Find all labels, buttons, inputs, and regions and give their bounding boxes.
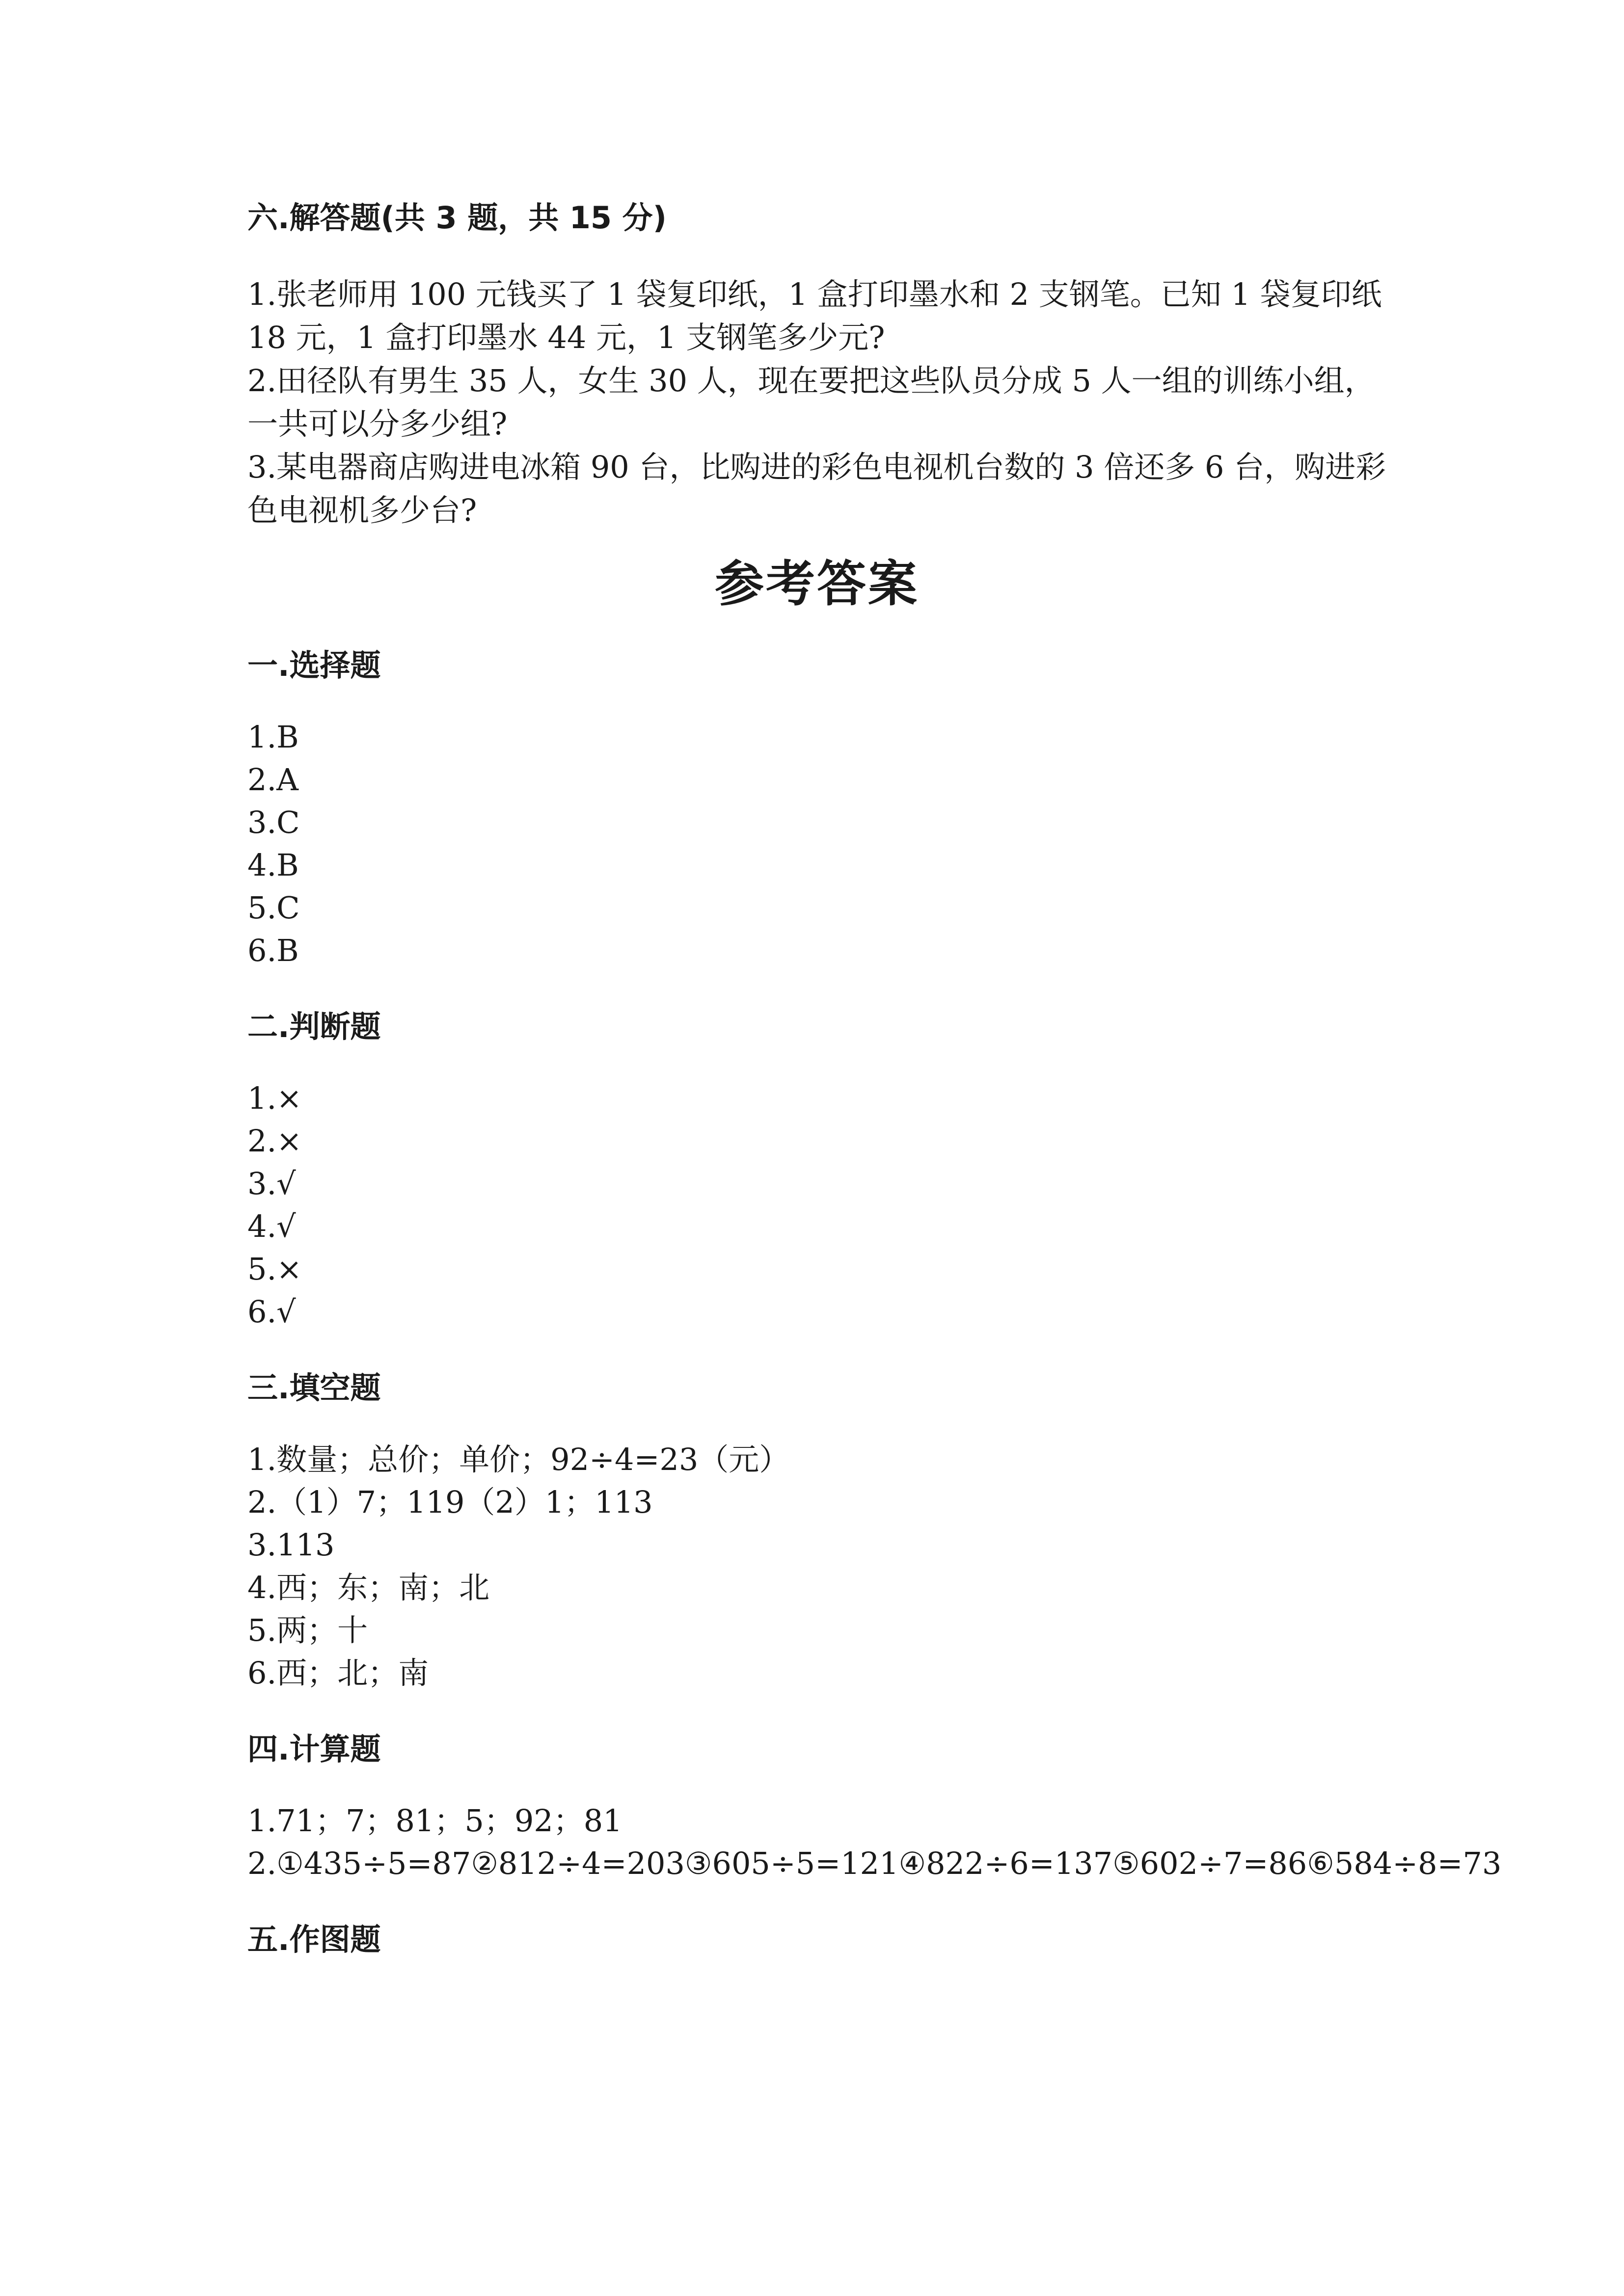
question-2: 2.田径队有男生 35 人，女生 30 人，现在要把这些队员分成 5 人一组的训练小组，一共可以分多少组? — [247, 363, 1375, 442]
judge-answer: 5.× — [247, 1251, 302, 1287]
judge-answers — [247, 1077, 1386, 1333]
question-1: 1.张老师用 100 元钱买了 1 袋复印纸，1 盒打印墨水和 2 支钢笔。已知 1 袋复印纸 18 元，1 盒打印墨水 44 元，1 支钢笔多少元? — [247, 276, 1382, 355]
choice-answer: 1.B — [247, 719, 299, 755]
draw-heading: 五.作图题 — [247, 1922, 381, 1957]
judge-answer: 2.× — [247, 1123, 302, 1159]
fill-heading: 三.填空题 — [247, 1370, 381, 1406]
choice-answer: 2.A — [247, 762, 298, 798]
fill-answer: 3.113 — [247, 1527, 335, 1563]
choice-answer: 6.B — [247, 933, 299, 968]
answers-title: 参考答案 — [715, 555, 919, 613]
judge-answer: 6.√ — [247, 1294, 296, 1330]
choice-answers — [247, 716, 1386, 972]
fill-answers — [247, 1438, 1386, 1694]
choice-answer: 4.B — [247, 847, 299, 883]
judge-answer: 4.√ — [247, 1208, 296, 1244]
choice-answer: 5.C — [247, 890, 300, 926]
fill-answer: 6.西；北；南 — [247, 1655, 429, 1691]
calc-answers — [247, 1799, 1502, 1885]
document-page — [247, 196, 1502, 1961]
fill-answer: 2.（1）7；119（2）1；113 — [247, 1484, 653, 1520]
calc-answer: 2.①435÷5=87②812÷4=203③605÷5=121④822÷6=137⑤602÷7=86⑥584÷8=73 — [247, 1845, 1502, 1881]
judge-heading: 二.判断题 — [247, 1009, 381, 1044]
fill-answer: 4.西；东；南；北 — [247, 1570, 490, 1605]
section-6-heading: 六.解答题(共 3 题，共 15 分) — [247, 200, 667, 236]
fill-answer: 1.数量；总价；单价；92÷4=23（元） — [247, 1442, 790, 1477]
calc-answer: 1.71；7；81；5；92；81 — [247, 1803, 623, 1839]
choice-answer: 3.C — [247, 804, 300, 840]
calc-heading: 四.计算题 — [247, 1731, 381, 1767]
judge-answer: 3.√ — [247, 1166, 296, 1201]
choice-heading: 一.选择题 — [247, 647, 381, 683]
judge-answer: 1.× — [247, 1080, 302, 1116]
fill-answer: 5.两；十 — [247, 1612, 368, 1648]
question-3: 3.某电器商店购进电冰箱 90 台，比购进的彩色电视机台数的 3 倍还多 6 台，购进彩色电视机多少台? — [247, 449, 1386, 528]
